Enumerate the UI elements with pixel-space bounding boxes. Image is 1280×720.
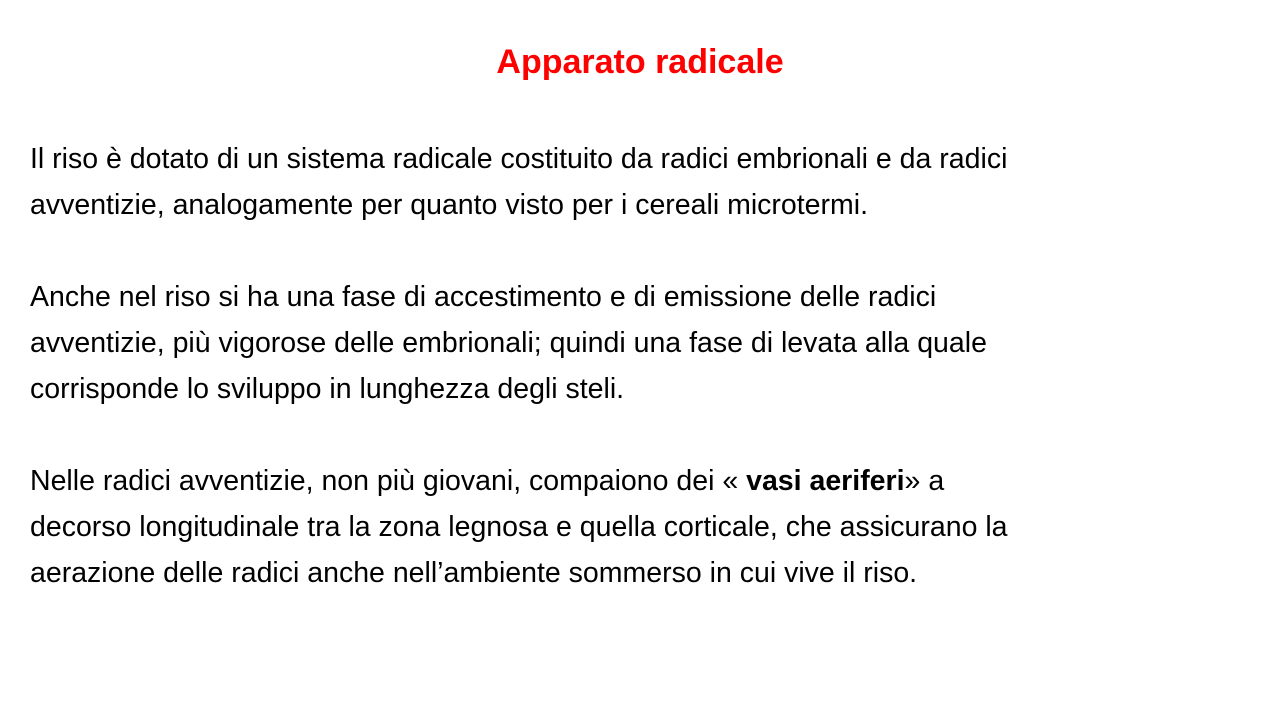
paragraph-2-line-2: avventizie, più vigorose delle embrionali; quindi una fase di levata alla quale — [30, 327, 987, 359]
air-vessels-term: vasi aeriferi — [746, 465, 905, 497]
paragraph-1-line-2: avventizie, analogamente per quanto visto per i cereali microtermi. — [30, 189, 868, 221]
paragraph-2-line-3: corrisponde lo sviluppo in lunghezza degli steli. — [30, 373, 625, 405]
paragraph-2-line-1: Anche nel riso si ha una fase di accestimento e di emissione delle radici — [30, 281, 937, 313]
paragraph-3-line-1-text-after: » a — [904, 465, 945, 497]
paragraph-3-line-3: aerazione delle radici anche nell’ambiente sommerso in cui vive il riso. — [30, 557, 918, 589]
slide-body — [30, 136, 1260, 642]
paragraph-1-line-1: Il riso è dotato di un sistema radicale costituito da radici embrionali e da radici — [30, 143, 1008, 175]
paragraph-air-vessels — [30, 458, 1260, 596]
paragraph-3-line-1-text-before: Nelle radici avventizie, non più giovani, compaiono dei « — [30, 465, 747, 497]
paragraph-root-system — [30, 136, 1260, 228]
paragraph-tillering — [30, 274, 1260, 412]
paragraph-3-line-2: decorso longitudinale tra la zona legnosa e quella corticale, che assicurano la — [30, 511, 1008, 543]
paragraph-3-line-1 — [30, 458, 1260, 504]
slide-title: Apparato radicale — [496, 43, 784, 81]
